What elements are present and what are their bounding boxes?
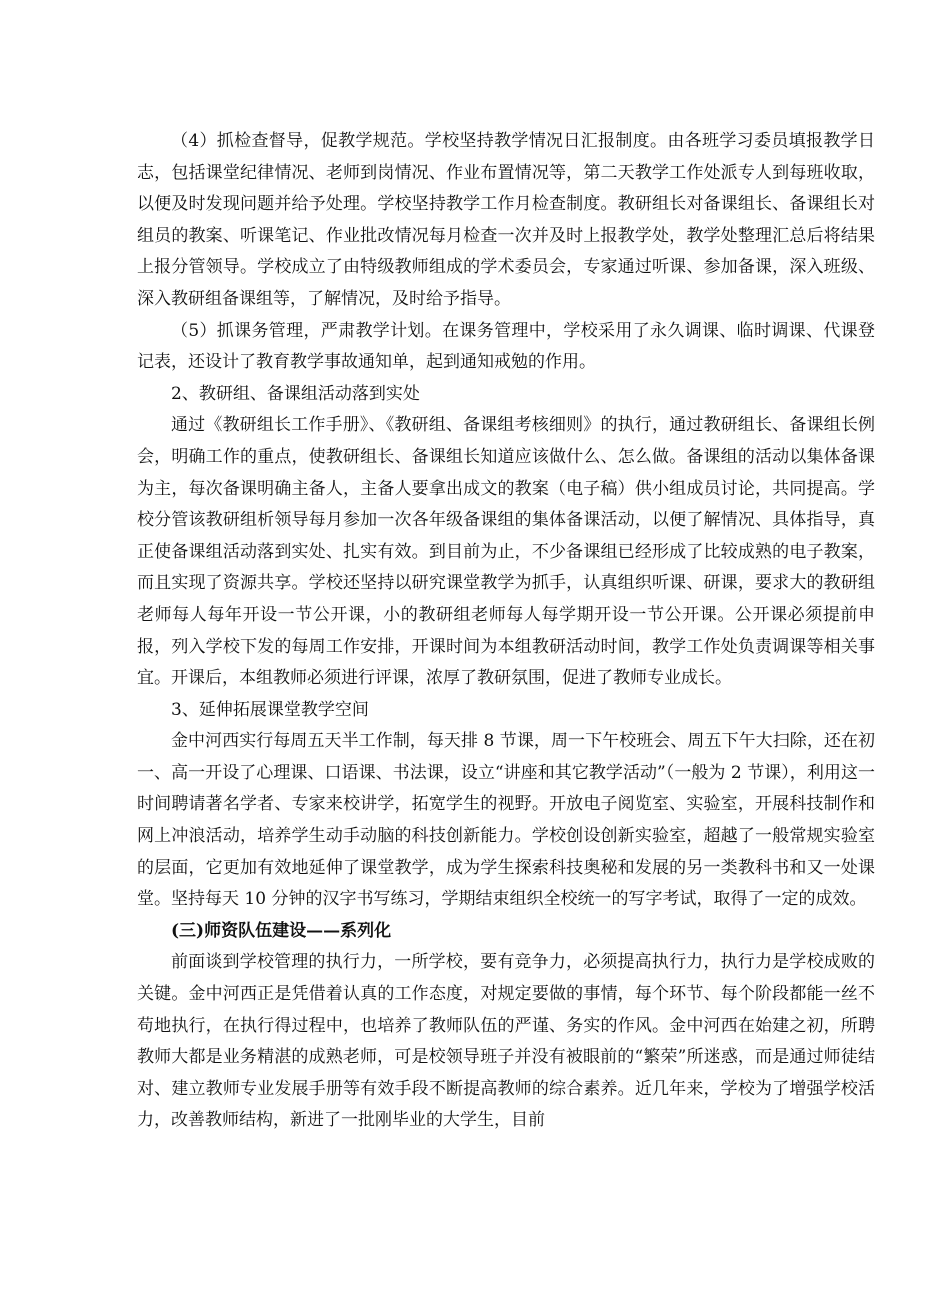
paragraph-teacher-team: 前面谈到学校管理的执行力，一所学校，要有竞争力，必须提高执行力，执行力是学校成败的关键。金中河西正是凭借着认真的工作态度，对规定要做的事情，每个环节、每个阶段都能一丝不苟地执行，在执行得过程中，也培养了教师队伍的严谨、务实的作风。金中河西在始建之初，所聘教师大都是业务精湛的成熟老师，可是校领导班子并没有被眼前的“繁荣”所迷惑，而是通过师徒结对、建立教师专业发展手册等有效手段不断提高教师的综合素养。近几年来，学校为了增强学校活力，改善教师结构，新进了一批刚毕业的大学生，目前: [137, 952, 875, 1131]
paragraph-teaching-groups: 通过《教研组长工作手册》、《教研组、备课组考核细则》的执行，通过教研组长、备课组长例会，明确工作的重点，使教研组长、备课组长知道应该做什么、怎么做。备课组的活动以集体备课为主，每次备课明确主备人，主备人要拿出成文的教案（电子稿）供小组成员讨论，共同提高。学校分管该教研组析领导每月参加一次各年级备课组的集体备课活动，以便了解情况、具体指导，真正使备课组活动落到实处、扎实有效。到目前为止，不少备课组已经形成了比较成熟的电子教案，而且实现了资源共享。学校还坚持以研究课堂教学为抓手，认真组织听课、研课，要求大的教研组老师每人每年开设一节公开课，小的教研组老师每人每学期开设一节公开课。公开课必须提前申报，列入学校下发的每周工作安排，开课时间为本组教研活动时间，教学工作处负责调课等相关事宜。开课后，本组教师必须进行评课，浓厚了教研氛围，促进了教师专业成长。: [137, 415, 875, 689]
document-page: [137, 126, 875, 1137]
section-heading-extend-classroom: 3、延伸拓展课堂教学空间: [171, 699, 369, 720]
section-heading-teaching-groups: 2、教研组、备课组活动落到实处: [171, 383, 420, 404]
paragraph-course-management: （5）抓课务管理，严肃教学计划。在课务管理中，学校采用了永久调课、临时调课、代课登记表，还设计了教育教学事故通知单，起到通知戒勉的作用。: [137, 320, 875, 373]
paragraph-inspection-supervision: （4）抓检查督导，促教学规范。学校坚持教学情况日汇报制度。由各班学习委员填报教学日志，包括课堂纪律情况、老师到岗情况、作业布置情况等，第二天教学工作处派专人到每班收取，以便及时发现问题并给予处理。学校坚持教学工作月检查制度。教研组长对备课组长、备课组长对组员的教案、听课笔记、作业批改情况每月检查一次并及时上报教学处，教学处整理汇总后将结果上报分管领导。学校成立了由特级教师组成的学术委员会，专家通过听课、参加备课，深入班级、深入教研组备课组等，了解情况，及时给予指导。: [137, 131, 875, 309]
paragraph-extend-classroom: 金中河西实行每周五天半工作制，每天排 8 节课，周一下午校班会、周五下午大扫除，还在初一、高一开设了心理课、口语课、书法课，设立“讲座和其它教学活动”（一般为 2 节课），利用这一时间聘请著名学者、专家来校讲学，拓宽学生的视野。开放电子阅览室、实验室，开展科技制作和网上冲浪活动，培养学生动手动脑的科技创新能力。学校创设创新实验室，超越了一般常规实验室的层面，它更加有效地延伸了课堂教学，成为学生探索科技奥秘和发展的另一类教科书和又一处课堂。坚持每天 10 分钟的汉字书写练习，学期结束组织全校统一的写字考试，取得了一定的成效。: [137, 731, 875, 910]
section-heading-teacher-team: (三)师资队伍建设——系列化: [171, 920, 392, 941]
